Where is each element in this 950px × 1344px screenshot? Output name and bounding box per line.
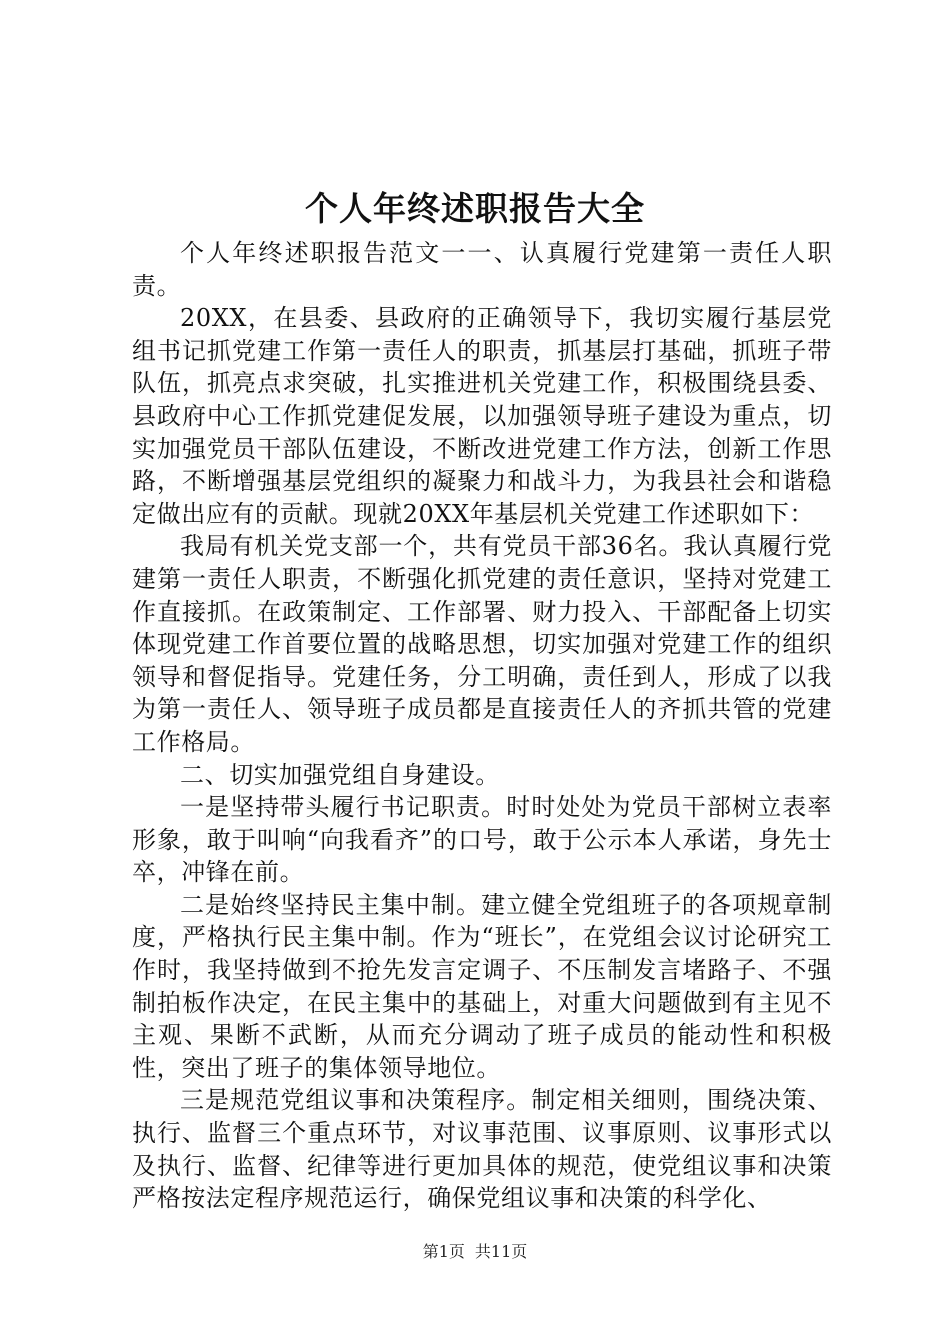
page-number: 第1页	[422, 1242, 465, 1261]
document-body	[132, 237, 832, 1215]
paragraph-4: 二、切实加强党组自身建设。	[180, 760, 500, 789]
page-footer	[0, 1240, 950, 1264]
page-total: 共11页	[474, 1242, 528, 1261]
paragraph-5: 一是坚持带头履行书记职责。时时处处为党员干部树立表率形象，敢于叫响“向我看齐”的口号，敢于公示本人承诺，身先士卒，冲锋在前。	[132, 793, 832, 887]
paragraph-1: 个人年终述职报告范文一一、认真履行党建第一责任人职责。	[132, 239, 832, 300]
paragraph-7: 三是规范党组议事和决策程序。制定相关细则，围绕决策、执行、监督三个重点环节，对议事范围、议事原则、议事形式以及执行、监督、纪律等进行更加具体的规范，使党组议事和决策严格按法定程序规范运行，确保党组议事和决策的科学化、	[132, 1086, 832, 1213]
document-title: 个人年终述职报告大全	[305, 189, 645, 228]
paragraph-6: 二是始终坚持民主集中制。建立健全党组班子的各项规章制度，严格执行民主集中制。作为“班长”，在党组会议讨论研究工作时，我坚持做到不抢先发言定调子、不压制发言堵路子、不强制拍板作决定，在民主集中的基础上，对重大问题做到有主见不主观、果断不武断，从而充分调动了班子成员的能动性和积极性，突出了班子的集体领导地位。	[132, 890, 832, 1082]
paragraph-3: 我局有机关党支部一个，共有党员干部36名。我认真履行党建第一责任人职责，不断强化抓党建的责任意识，坚持对党建工作直接抓。在政策制定、工作部署、财力投入、干部配备上切实体现党建工作首要位置的战略思想，切实加强对党建工作的组织领导和督促指导。党建任务，分工明确，责任到人，形成了以我为第一责任人、领导班子成员都是直接责任人的齐抓共管的党建工作格局。	[132, 532, 832, 756]
paragraph-2: 20XX，在县委、县政府的正确领导下，我切实履行基层党组书记抓党建工作第一责任人的职责，抓基层打基础，抓班子带队伍，抓亮点求突破，扎实推进机关党建工作，积极围绕县委、县政府中心工作抓党建促发展，以加强领导班子建设为重点，切实加强党员干部队伍建设，不断改进党建工作方法，创新工作思路，不断增强基层党组织的凝聚力和战斗力，为我县社会和谐稳定做出应有的贡献。现就20XX年基层机关党建工作述职如下：	[132, 304, 832, 528]
